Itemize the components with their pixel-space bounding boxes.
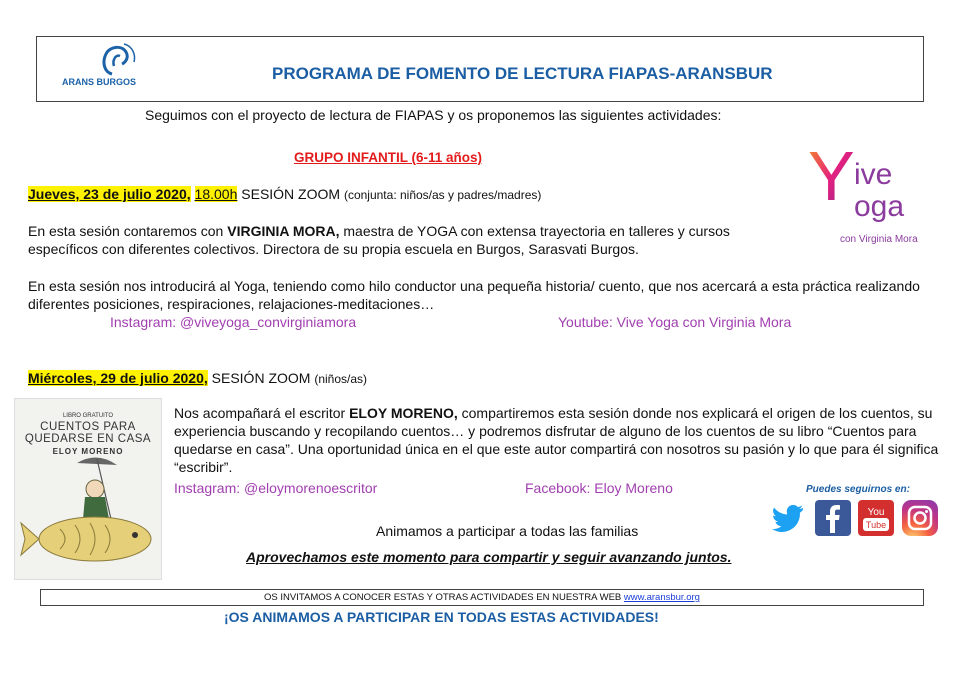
book-free-label: LIBRO GRATUITO [62,413,114,419]
vive-yoga-logo [806,138,938,250]
oga-text: oga [854,190,905,223]
website-text: OS INVITAMOS A CONOCER ESTAS Y OTRAS ACTIVIDADES EN NUESTRA WEB [264,592,624,603]
session2-date: Miércoles, 29 de julio 2020, [28,370,208,386]
website-box [40,589,924,606]
session1-p1-end: maestra de YOGA con extensa trayectoria en talleres y cursos específicos con diferentes colectivos. Directora de su propia escuela en Burgos, Sarasvati Burgos. [28,223,730,257]
book-cover-image [14,398,162,580]
session2-paragraph [174,404,944,476]
instagram-icon[interactable] [902,500,938,536]
arans-burgos-logo [62,42,152,92]
group-title: GRUPO INFANTIL (6-11 años) [294,150,483,165]
book-author: ELOY MORENO [52,447,124,456]
youtube-text-1: You [867,507,885,518]
session2-p-start: Nos acompañará el escritor [174,405,350,421]
book-illustration [15,399,162,580]
session1-note: (conjunta: niños/as y padres/madres) [343,188,542,202]
session1-p1-start: En esta sesión contaremos con [28,223,228,239]
virginia-mora-name: VIRGINIA MORA, [227,223,340,239]
together-text: Aprovechamos este momento para compartir y seguir avanzando juntos. [246,549,732,565]
ear-logo-icon [62,42,152,80]
session1-date: Jueves, 23 de julio 2020, [28,186,191,202]
youtube-icon[interactable] [858,500,894,536]
session2-p-end: compartiremos esta sesión donde nos explicará el origen de los cuentos, su experiencia buscando y recopilando cuentos… y podremos disfrutar de alguno de los cuentos de su libro “Cuentos para quedarse en casa”. Una oportunidad única en el que este autor compartirá con nosotros su pasión y lo que para él significa “escribir”. [174,405,939,475]
logo-text: ARANS BURGOS [62,77,137,87]
book-title-line-1: CUENTOS PARA [40,421,136,433]
invite-text: Animamos a participar a todas las familias [376,523,639,539]
child-body-shape [83,497,109,519]
session1-paragraph-2: En esta sesión nos introducirá al Yoga, teniendo como hilo conductor una pequeña historia/ cuento, que nos acercará a esta práctica realizando diferentes posiciones, respiraciones, relajaciones-meditaciones… [28,278,920,312]
vive-yoga-subtitle: con Virginia Mora [840,234,918,245]
session1-time: 18.00h [194,186,238,202]
book-title-line-2: QUEDARSE EN CASA [24,433,152,445]
twitter-icon[interactable] [770,500,806,536]
intro-text: Seguimos con el proyecto de lectura de FIAPAS y os proponemos las siguientes actividades: [145,107,722,123]
vive-text: ive [854,158,893,191]
instagram-virginia-link[interactable]: Instagram: @viveyoga_convirginiamora [110,314,357,330]
session1-kind: SESIÓN ZOOM [241,186,344,202]
facebook-icon[interactable] [815,500,851,536]
final-call-to-action: ¡OS ANIMAMOS A PARTICIPAR EN TODAS ESTAS ACTIVIDADES! [224,609,659,625]
session1-paragraph-1 [28,222,798,258]
youtube-text-2: Tube [865,520,887,530]
fish-tail-shape [21,523,39,555]
instagram-eloy-link[interactable]: Instagram: @eloymorenoescritor [174,480,378,496]
youtube-virginia-link[interactable]: Youtube: Vive Yoga con Virginia Mora [558,314,792,330]
session2-kind: SESIÓN ZOOM [211,370,315,386]
follow-us-label: Puedes seguirnos en: [806,484,910,495]
eloy-moreno-name: ELOY MORENO, [349,405,458,421]
session2-heading [28,370,367,386]
page-title: PROGRAMA DE FOMENTO DE LECTURA FIAPAS-ARANSBUR [272,64,773,83]
session1-heading [28,186,541,202]
website-link[interactable]: www.aransbur.org [623,592,700,603]
child-head-shape [86,480,104,498]
session2-note: (niños/as) [314,372,368,386]
big-y-glyph: Y [808,138,855,215]
facebook-eloy-link[interactable]: Facebook: Eloy Moreno [525,480,673,496]
